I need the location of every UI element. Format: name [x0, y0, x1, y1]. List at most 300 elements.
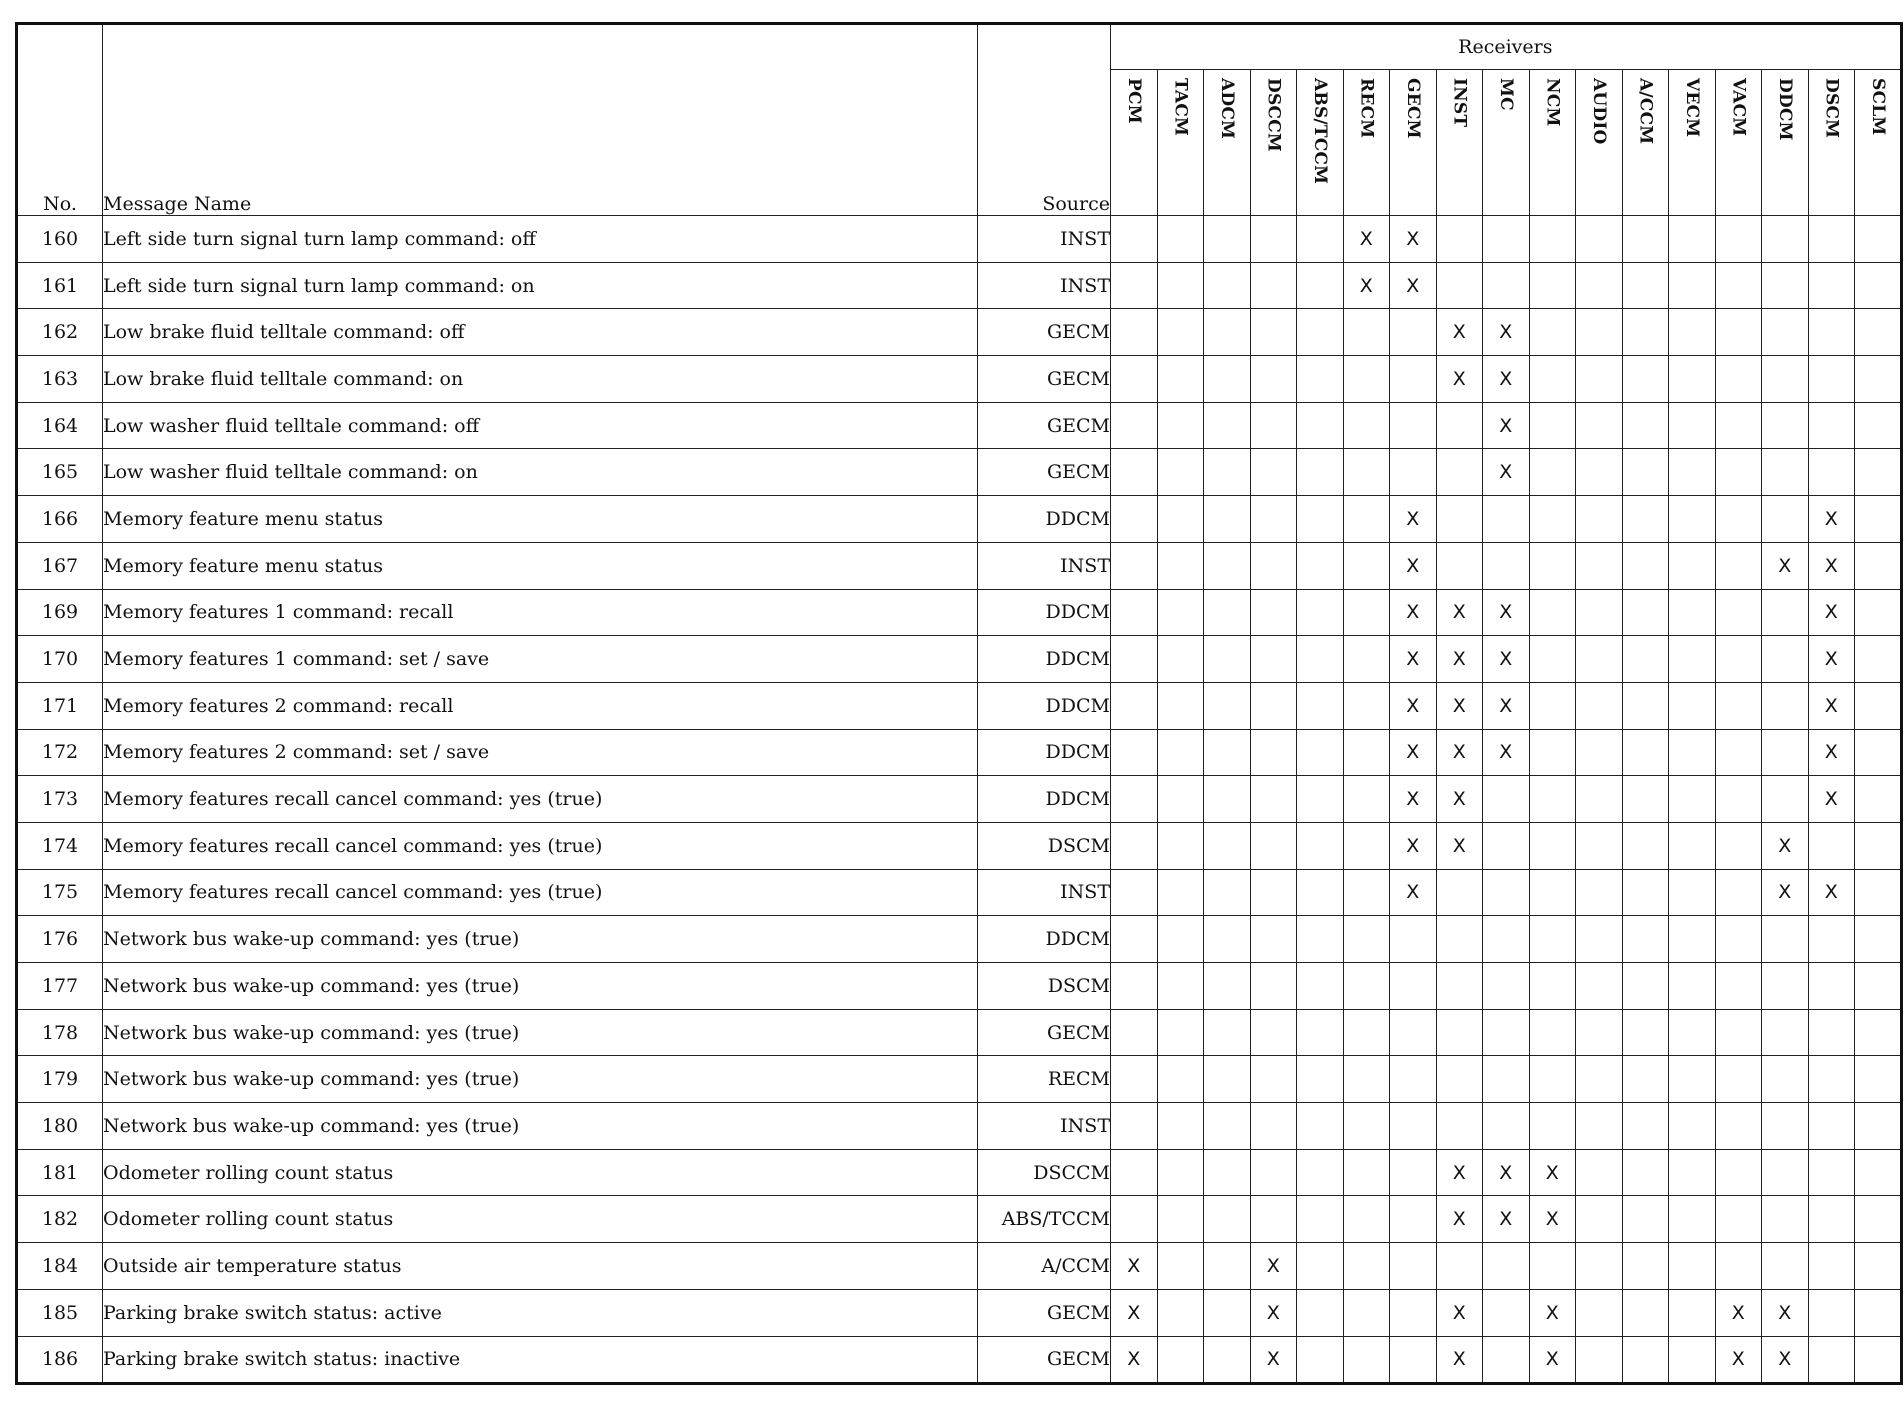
receiver-cell-dscm	[1808, 916, 1855, 963]
row-number: 172	[17, 729, 103, 776]
receiver-cell-audio	[1576, 729, 1623, 776]
table-row	[17, 1056, 1902, 1103]
receiver-cell-recm	[1343, 916, 1390, 963]
receiver-cell-sclm	[1855, 1103, 1902, 1150]
receiver-cell-tacm	[1157, 356, 1204, 403]
table-row	[17, 1103, 1902, 1150]
receiver-mark: X	[1483, 356, 1530, 403]
receiver-cell-gecm	[1390, 1009, 1437, 1056]
receiver-cell-inst	[1436, 542, 1483, 589]
table-row	[17, 822, 1902, 869]
receiver-cell-recm	[1343, 402, 1390, 449]
receiver-cell-tacm	[1157, 589, 1204, 636]
message-matrix-table	[15, 22, 1903, 1385]
row-source: GECM	[978, 449, 1111, 496]
receiver-cell-dsccm	[1250, 1056, 1297, 1103]
receiver-cell-adcm	[1204, 1056, 1251, 1103]
table-row	[17, 589, 1902, 636]
row-number: 181	[17, 1149, 103, 1196]
receiver-cell-vacm	[1715, 449, 1762, 496]
receiver-cell-vecm	[1669, 589, 1716, 636]
receiver-mark: X	[1390, 216, 1437, 263]
receiver-cell-adcm	[1204, 869, 1251, 916]
receiver-cell-sclm	[1855, 216, 1902, 263]
receiver-cell-dsccm	[1250, 309, 1297, 356]
receiver-cell-sclm	[1855, 682, 1902, 729]
receiver-cell-abs-tccm	[1297, 776, 1344, 823]
receiver-cell-a-ccm	[1622, 729, 1669, 776]
receiver-cell-sclm	[1855, 496, 1902, 543]
receiver-cell-mc	[1483, 1243, 1530, 1290]
receiver-cell-vecm	[1669, 542, 1716, 589]
receiver-cell-inst	[1436, 402, 1483, 449]
receiver-cell-adcm	[1204, 356, 1251, 403]
receiver-cell-vecm	[1669, 216, 1716, 263]
receiver-cell-ddcm	[1762, 776, 1809, 823]
receiver-cell-abs-tccm	[1297, 636, 1344, 683]
receiver-cell-audio	[1576, 262, 1623, 309]
receiver-cell-vecm	[1669, 1009, 1716, 1056]
receiver-cell-adcm	[1204, 729, 1251, 776]
row-source: GECM	[978, 356, 1111, 403]
receiver-cell-inst	[1436, 1243, 1483, 1290]
receiver-cell-recm	[1343, 542, 1390, 589]
header-receiver-dsccm	[1250, 70, 1297, 216]
receiver-cell-audio	[1576, 1289, 1623, 1336]
header-message-name: Message Name	[103, 24, 978, 216]
receiver-cell-tacm	[1157, 636, 1204, 683]
receiver-mark: X	[1390, 729, 1437, 776]
row-source: INST	[978, 216, 1111, 263]
receiver-cell-gecm	[1390, 1056, 1437, 1103]
receiver-cell-audio	[1576, 822, 1623, 869]
receiver-cell-abs-tccm	[1297, 729, 1344, 776]
table-row	[17, 356, 1902, 403]
receiver-mark: X	[1483, 309, 1530, 356]
receiver-mark: X	[1436, 1289, 1483, 1336]
receiver-cell-dsccm	[1250, 1103, 1297, 1150]
receiver-cell-recm	[1343, 1336, 1390, 1384]
receiver-mark: X	[1343, 262, 1390, 309]
receiver-cell-vacm	[1715, 729, 1762, 776]
receiver-cell-pcm	[1111, 1103, 1158, 1150]
receiver-label: ABS/TCCM	[1310, 77, 1330, 184]
receiver-label: VACM	[1728, 77, 1749, 136]
header-receiver-tacm	[1157, 70, 1204, 216]
row-number: 176	[17, 916, 103, 963]
receiver-cell-dsccm	[1250, 449, 1297, 496]
receiver-cell-vacm	[1715, 1103, 1762, 1150]
receiver-cell-gecm	[1390, 1336, 1437, 1384]
receiver-mark: X	[1762, 1336, 1809, 1384]
receiver-cell-dscm	[1808, 1056, 1855, 1103]
receiver-cell-adcm	[1204, 496, 1251, 543]
receiver-cell-a-ccm	[1622, 262, 1669, 309]
receiver-cell-recm	[1343, 1196, 1390, 1243]
receiver-mark: X	[1529, 1289, 1576, 1336]
header-receiver-sclm	[1855, 70, 1902, 216]
receiver-cell-adcm	[1204, 449, 1251, 496]
receiver-cell-vacm	[1715, 1056, 1762, 1103]
receiver-mark: X	[1343, 216, 1390, 263]
receiver-cell-ncm	[1529, 589, 1576, 636]
receiver-mark: X	[1483, 636, 1530, 683]
receiver-cell-adcm	[1204, 636, 1251, 683]
receiver-label: VECM	[1682, 77, 1702, 137]
header-receiver-pcm	[1111, 70, 1158, 216]
receiver-cell-dsccm	[1250, 216, 1297, 263]
receiver-cell-a-ccm	[1622, 963, 1669, 1010]
table-row	[17, 729, 1902, 776]
receiver-cell-sclm	[1855, 1009, 1902, 1056]
receiver-cell-audio	[1576, 963, 1623, 1010]
receiver-cell-ddcm	[1762, 1243, 1809, 1290]
receiver-cell-recm	[1343, 309, 1390, 356]
row-number: 185	[17, 1289, 103, 1336]
receiver-cell-audio	[1576, 636, 1623, 683]
table-row	[17, 402, 1902, 449]
header-receiver-audio	[1576, 70, 1623, 216]
receiver-cell-mc	[1483, 1009, 1530, 1056]
receiver-cell-pcm	[1111, 1196, 1158, 1243]
receiver-cell-vacm	[1715, 356, 1762, 403]
receiver-cell-ddcm	[1762, 356, 1809, 403]
receiver-cell-pcm	[1111, 963, 1158, 1010]
receiver-cell-ncm	[1529, 636, 1576, 683]
row-source: INST	[978, 869, 1111, 916]
receiver-cell-abs-tccm	[1297, 356, 1344, 403]
receiver-cell-a-ccm	[1622, 1289, 1669, 1336]
receiver-cell-recm	[1343, 963, 1390, 1010]
receiver-cell-ncm	[1529, 869, 1576, 916]
row-number: 173	[17, 776, 103, 823]
receiver-cell-pcm	[1111, 262, 1158, 309]
row-number: 184	[17, 1243, 103, 1290]
receiver-cell-vacm	[1715, 542, 1762, 589]
receiver-cell-sclm	[1855, 776, 1902, 823]
receiver-cell-dsccm	[1250, 1196, 1297, 1243]
receiver-cell-audio	[1576, 776, 1623, 823]
receiver-mark: X	[1390, 262, 1437, 309]
receiver-cell-pcm	[1111, 869, 1158, 916]
receiver-cell-vecm	[1669, 869, 1716, 916]
row-source: GECM	[978, 402, 1111, 449]
table-row	[17, 776, 1902, 823]
receiver-mark: X	[1762, 542, 1809, 589]
receiver-cell-sclm	[1855, 1196, 1902, 1243]
receiver-cell-dscm	[1808, 449, 1855, 496]
receiver-cell-gecm	[1390, 402, 1437, 449]
receiver-mark: X	[1715, 1336, 1762, 1384]
receiver-cell-vacm	[1715, 869, 1762, 916]
receiver-cell-vacm	[1715, 402, 1762, 449]
receiver-cell-audio	[1576, 449, 1623, 496]
receiver-cell-ncm	[1529, 496, 1576, 543]
receiver-cell-audio	[1576, 542, 1623, 589]
receiver-mark: X	[1436, 1149, 1483, 1196]
receiver-cell-inst	[1436, 262, 1483, 309]
receiver-mark: X	[1483, 1196, 1530, 1243]
receiver-cell-inst	[1436, 916, 1483, 963]
receiver-cell-dscm	[1808, 309, 1855, 356]
row-message-name: Odometer rolling count status	[103, 1196, 978, 1243]
receiver-cell-ddcm	[1762, 636, 1809, 683]
receiver-cell-mc	[1483, 869, 1530, 916]
row-source: DDCM	[978, 682, 1111, 729]
receiver-cell-adcm	[1204, 916, 1251, 963]
receiver-cell-adcm	[1204, 1336, 1251, 1384]
receiver-mark: X	[1483, 589, 1530, 636]
receiver-cell-gecm	[1390, 916, 1437, 963]
receiver-cell-pcm	[1111, 542, 1158, 589]
receiver-cell-ddcm	[1762, 216, 1809, 263]
receiver-cell-abs-tccm	[1297, 1149, 1344, 1196]
receiver-cell-adcm	[1204, 1009, 1251, 1056]
receiver-cell-adcm	[1204, 589, 1251, 636]
receiver-cell-pcm	[1111, 402, 1158, 449]
receiver-cell-vecm	[1669, 1103, 1716, 1150]
receiver-mark: X	[1390, 869, 1437, 916]
receiver-cell-mc	[1483, 1289, 1530, 1336]
table-row	[17, 869, 1902, 916]
receiver-cell-dsccm	[1250, 589, 1297, 636]
receiver-cell-vacm	[1715, 1009, 1762, 1056]
row-number: 160	[17, 216, 103, 263]
receiver-cell-a-ccm	[1622, 1149, 1669, 1196]
receiver-cell-gecm	[1390, 356, 1437, 403]
row-message-name: Left side turn signal turn lamp command: off	[103, 216, 978, 263]
row-number: 163	[17, 356, 103, 403]
receiver-cell-dscm	[1808, 963, 1855, 1010]
receiver-cell-inst	[1436, 1056, 1483, 1103]
receiver-cell-a-ccm	[1622, 589, 1669, 636]
table-row	[17, 496, 1902, 543]
receiver-cell-ncm	[1529, 1243, 1576, 1290]
receiver-cell-audio	[1576, 1336, 1623, 1384]
receiver-cell-tacm	[1157, 822, 1204, 869]
receiver-cell-pcm	[1111, 636, 1158, 683]
receiver-mark: X	[1436, 1196, 1483, 1243]
receiver-cell-vecm	[1669, 356, 1716, 403]
receiver-cell-abs-tccm	[1297, 589, 1344, 636]
receiver-cell-audio	[1576, 1196, 1623, 1243]
receiver-cell-adcm	[1204, 262, 1251, 309]
receiver-cell-abs-tccm	[1297, 262, 1344, 309]
receiver-cell-sclm	[1855, 356, 1902, 403]
receiver-cell-a-ccm	[1622, 1009, 1669, 1056]
receiver-cell-adcm	[1204, 963, 1251, 1010]
receiver-cell-ddcm	[1762, 729, 1809, 776]
receiver-cell-ncm	[1529, 1103, 1576, 1150]
receiver-mark: X	[1436, 682, 1483, 729]
receiver-cell-tacm	[1157, 1289, 1204, 1336]
receiver-cell-mc	[1483, 1103, 1530, 1150]
receiver-mark: X	[1808, 682, 1855, 729]
receiver-cell-dscm	[1808, 356, 1855, 403]
receiver-cell-ncm	[1529, 963, 1576, 1010]
receiver-cell-pcm	[1111, 1009, 1158, 1056]
receiver-mark: X	[1483, 1149, 1530, 1196]
receiver-cell-ddcm	[1762, 589, 1809, 636]
receiver-cell-sclm	[1855, 1056, 1902, 1103]
row-message-name: Memory features recall cancel command: yes (true)	[103, 822, 978, 869]
row-number: 182	[17, 1196, 103, 1243]
receiver-cell-tacm	[1157, 1196, 1204, 1243]
row-source: INST	[978, 262, 1111, 309]
row-message-name: Network bus wake-up command: yes (true)	[103, 1103, 978, 1150]
row-number: 178	[17, 1009, 103, 1056]
receiver-cell-tacm	[1157, 682, 1204, 729]
receiver-mark: X	[1390, 496, 1437, 543]
receiver-cell-ncm	[1529, 682, 1576, 729]
receiver-cell-abs-tccm	[1297, 1103, 1344, 1150]
receiver-mark: X	[1111, 1289, 1158, 1336]
receiver-cell-vacm	[1715, 776, 1762, 823]
receiver-cell-pcm	[1111, 1056, 1158, 1103]
receiver-cell-vecm	[1669, 729, 1716, 776]
receiver-cell-vecm	[1669, 1289, 1716, 1336]
receiver-cell-vecm	[1669, 262, 1716, 309]
row-source: DDCM	[978, 496, 1111, 543]
receiver-cell-vecm	[1669, 1056, 1716, 1103]
receiver-cell-sclm	[1855, 262, 1902, 309]
receiver-cell-ddcm	[1762, 1056, 1809, 1103]
receiver-cell-recm	[1343, 356, 1390, 403]
receiver-cell-vacm	[1715, 963, 1762, 1010]
receiver-cell-dsccm	[1250, 682, 1297, 729]
receiver-cell-ddcm	[1762, 402, 1809, 449]
table-row	[17, 963, 1902, 1010]
row-source: A/CCM	[978, 1243, 1111, 1290]
receiver-cell-sclm	[1855, 542, 1902, 589]
header-receiver-vacm	[1715, 70, 1762, 216]
receiver-cell-ddcm	[1762, 309, 1809, 356]
receiver-cell-mc	[1483, 916, 1530, 963]
receiver-cell-abs-tccm	[1297, 216, 1344, 263]
receiver-cell-dscm	[1808, 1289, 1855, 1336]
receiver-cell-dscm	[1808, 1196, 1855, 1243]
receiver-cell-a-ccm	[1622, 216, 1669, 263]
receiver-cell-ncm	[1529, 1009, 1576, 1056]
receiver-cell-recm	[1343, 1243, 1390, 1290]
receiver-cell-sclm	[1855, 1289, 1902, 1336]
receiver-cell-tacm	[1157, 496, 1204, 543]
receiver-cell-ddcm	[1762, 963, 1809, 1010]
receiver-cell-inst	[1436, 963, 1483, 1010]
receiver-cell-dsccm	[1250, 636, 1297, 683]
receiver-cell-mc	[1483, 216, 1530, 263]
receiver-cell-sclm	[1855, 1243, 1902, 1290]
receiver-cell-audio	[1576, 589, 1623, 636]
receiver-mark: X	[1111, 1243, 1158, 1290]
receiver-cell-vecm	[1669, 776, 1716, 823]
receiver-mark: X	[1762, 1289, 1809, 1336]
receiver-label: ADCM	[1217, 77, 1237, 139]
receiver-cell-adcm	[1204, 1243, 1251, 1290]
receiver-cell-adcm	[1204, 682, 1251, 729]
header-receiver-mc	[1483, 70, 1530, 216]
table-row	[17, 1289, 1902, 1336]
row-message-name: Low brake fluid telltale command: on	[103, 356, 978, 403]
receiver-cell-tacm	[1157, 1336, 1204, 1384]
receiver-cell-inst	[1436, 1103, 1483, 1150]
receiver-label: GECM	[1403, 77, 1423, 139]
receiver-cell-pcm	[1111, 822, 1158, 869]
receiver-cell-tacm	[1157, 1149, 1204, 1196]
receiver-cell-mc	[1483, 496, 1530, 543]
receiver-cell-abs-tccm	[1297, 449, 1344, 496]
receiver-cell-vecm	[1669, 682, 1716, 729]
receiver-mark: X	[1436, 589, 1483, 636]
header-receivers: Receivers	[1111, 24, 1902, 70]
receiver-mark: X	[1808, 496, 1855, 543]
header-receiver-gecm	[1390, 70, 1437, 216]
receiver-cell-vecm	[1669, 449, 1716, 496]
receiver-cell-recm	[1343, 1289, 1390, 1336]
row-message-name: Memory features 2 command: set / save	[103, 729, 978, 776]
receiver-cell-ddcm	[1762, 1196, 1809, 1243]
receiver-cell-audio	[1576, 309, 1623, 356]
header-receiver-ncm	[1529, 70, 1576, 216]
receiver-mark: X	[1436, 1336, 1483, 1384]
receiver-cell-ncm	[1529, 449, 1576, 496]
receiver-cell-tacm	[1157, 963, 1204, 1010]
header-receiver-ddcm	[1762, 70, 1809, 216]
table-row	[17, 916, 1902, 963]
receiver-cell-ddcm	[1762, 682, 1809, 729]
receiver-cell-dsccm	[1250, 402, 1297, 449]
receiver-cell-recm	[1343, 589, 1390, 636]
row-source: ABS/TCCM	[978, 1196, 1111, 1243]
row-number: 166	[17, 496, 103, 543]
receiver-mark: X	[1250, 1336, 1297, 1384]
receiver-cell-ncm	[1529, 262, 1576, 309]
receiver-cell-vecm	[1669, 309, 1716, 356]
receiver-label: PCM	[1124, 77, 1144, 124]
receiver-cell-sclm	[1855, 589, 1902, 636]
receiver-cell-a-ccm	[1622, 542, 1669, 589]
receiver-cell-vecm	[1669, 1336, 1716, 1384]
receiver-cell-tacm	[1157, 449, 1204, 496]
header-receiver-dscm	[1808, 70, 1855, 216]
receiver-cell-vecm	[1669, 1196, 1716, 1243]
row-source: DDCM	[978, 729, 1111, 776]
receiver-cell-recm	[1343, 729, 1390, 776]
receiver-cell-vecm	[1669, 402, 1716, 449]
row-message-name: Network bus wake-up command: yes (true)	[103, 1009, 978, 1056]
receiver-cell-gecm	[1390, 1243, 1437, 1290]
receiver-label: AUDIO	[1589, 77, 1609, 145]
receiver-cell-dsccm	[1250, 776, 1297, 823]
table-body	[17, 216, 1902, 1384]
receiver-cell-abs-tccm	[1297, 309, 1344, 356]
header-receiver-inst	[1436, 70, 1483, 216]
receiver-cell-adcm	[1204, 542, 1251, 589]
receiver-cell-ddcm	[1762, 1009, 1809, 1056]
receiver-mark: X	[1436, 356, 1483, 403]
receiver-cell-adcm	[1204, 216, 1251, 263]
receiver-mark: X	[1390, 822, 1437, 869]
receiver-cell-adcm	[1204, 1196, 1251, 1243]
header-receiver-recm	[1343, 70, 1390, 216]
receiver-cell-dsccm	[1250, 916, 1297, 963]
row-number: 164	[17, 402, 103, 449]
receiver-label: DSCM	[1821, 77, 1842, 138]
receiver-mark: X	[1529, 1336, 1576, 1384]
receiver-cell-adcm	[1204, 776, 1251, 823]
row-number: 161	[17, 262, 103, 309]
receiver-cell-vacm	[1715, 916, 1762, 963]
